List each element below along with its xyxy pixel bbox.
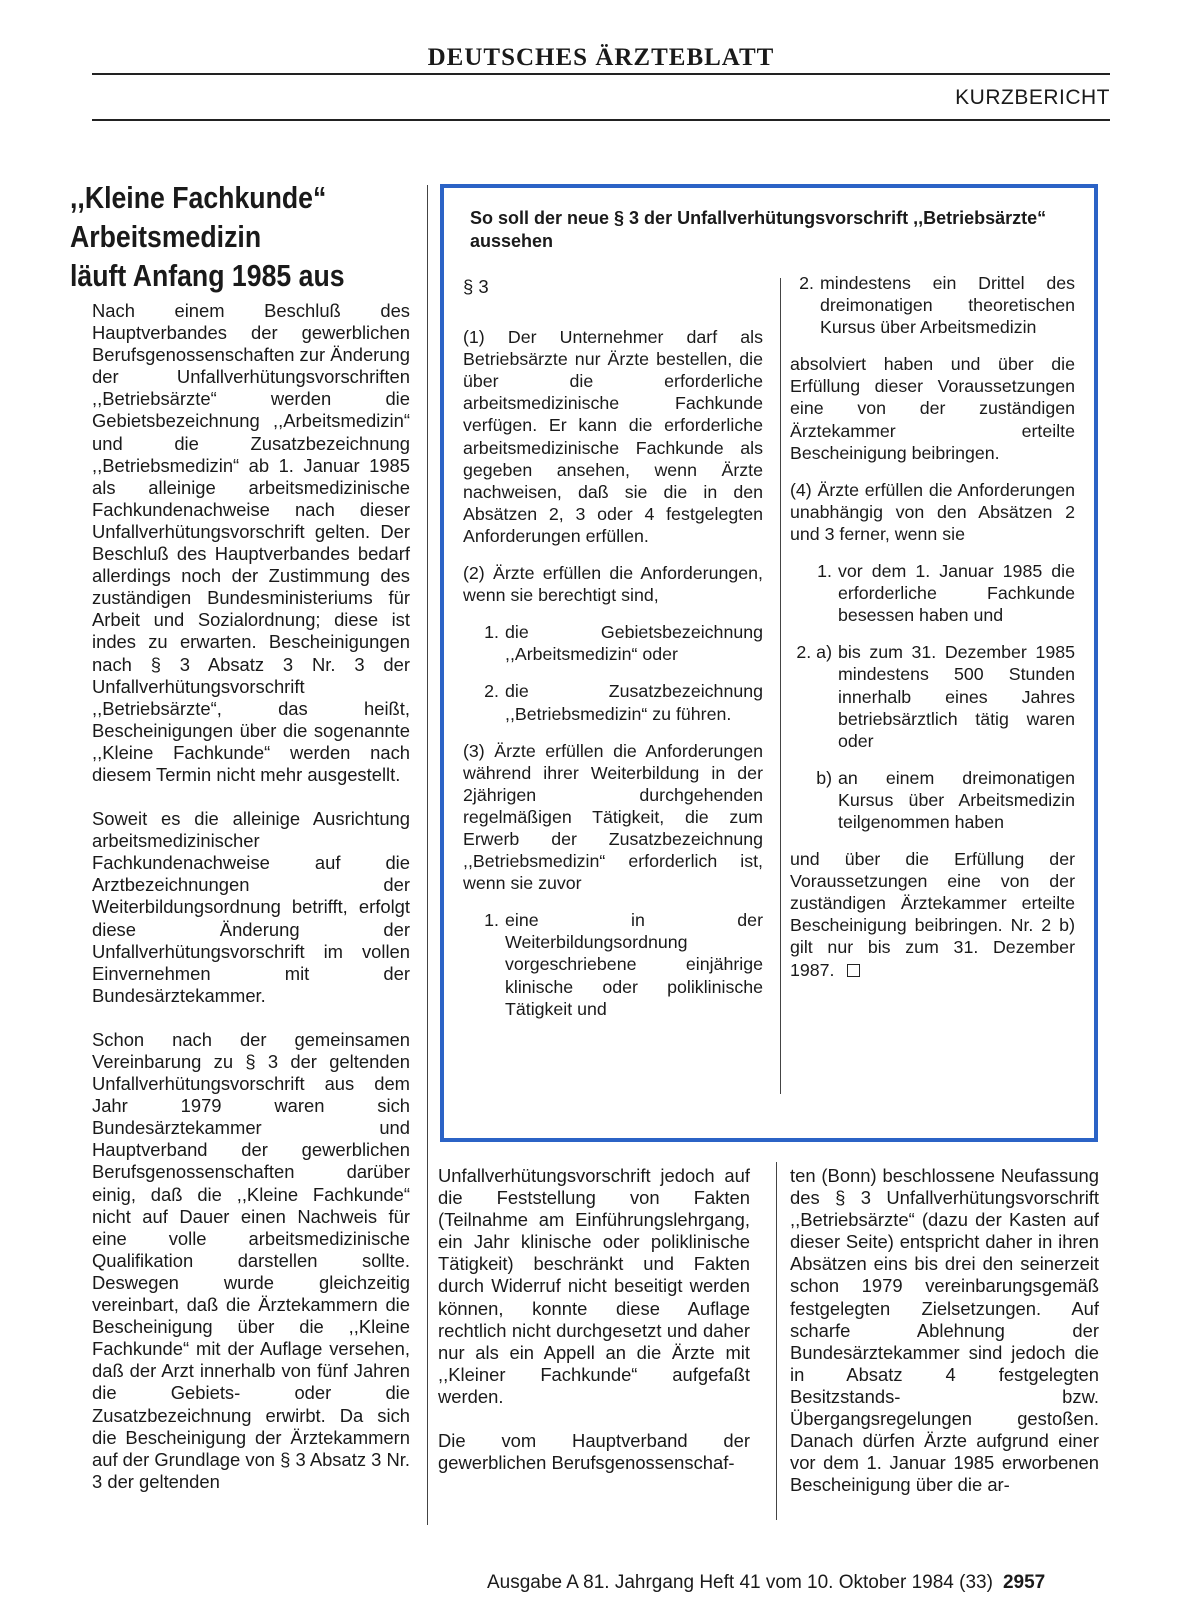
list-item: 1. vor dem 1. Januar 1985 die erforderliche Fachkunde besessen haben und	[817, 561, 1075, 626]
right-column	[790, 1165, 1099, 1518]
section-label: KURZBERICHT	[955, 86, 1110, 109]
headline-line-1: ,,Kleine Fachkunde“	[70, 180, 327, 215]
list-item: 1. die Gebietsbezeichnung ,,Arbeitsmedizin“ oder	[484, 622, 763, 665]
body-paragraph: ten (Bonn) beschlossene Neufassung des § 3 Unfallverhütungsvorschrift ,,Betriebsärzte“ (dazu der Kasten auf dieser Seite) entspricht daher in ihren Absätzen eins bis drei den seinerzeit schon 1979 vereinbarungsgemäß festgelegten Zielsetzungen. Auf scharfe Ablehnung der Bundesärztekammer sind jedoch die in Absatz 4 festgelegten Besitzstands- bzw. Übergangsregelungen gestoßen. Danach dürfen Ärzte aufgrund einer vor dem 1. Januar 1985 erworbenen Bescheinigung über die ar-	[790, 1165, 1099, 1496]
article-headline	[70, 178, 371, 295]
list-item: 2. a) bis zum 31. Dezember 1985 mindestens 500 Stunden innerhalb eines Jahres betriebsärztlich tätig waren oder	[796, 642, 1075, 751]
list-item: 2. mindestens ein Drittel des dreimonatigen theoretischen Kursus über Arbeitsmedizin	[799, 273, 1075, 338]
info-box-right-column	[790, 272, 1075, 981]
masthead: DEUTSCHES ÄRZTEBLATT	[427, 44, 775, 71]
header-rule-top	[92, 73, 1110, 75]
paragraph-abs4-end: und über die Erfüllung der Voraussetzungen eine von der zuständigen Ärztekammer erteilte Bescheinigung beibringen. Nr. 2 b) gilt nur bis zum 31. Dezember 1987.	[790, 849, 1075, 980]
body-paragraph: Unfallverhütungsvorschrift jedoch auf die Feststellung von Fakten (Teilnahme am Einführungslehrgang, ein Jahr klinische oder poliklinische Tätigkeit) beschränkt und Fakten durch Widerruf nicht beseitigt werden können, konnte diese Auflage rechtlich nicht durchgesetzt und daher nur als ein Appell an die Ärzte mit ,,Kleiner Fachkunde“ aufgefaßt werden.	[438, 1165, 750, 1407]
paragraph-abs4: (4) Ärzte erfüllen die Anforderungen unabhängig von den Absätzen 2 und 3 ferner, wenn sie	[790, 479, 1075, 544]
info-box-divider	[780, 278, 781, 1094]
list-item: b) an einem dreimonatigen Kursus über Arbeitsmedizin teilgenommen haben	[816, 767, 1075, 832]
info-box-left-column	[463, 276, 763, 1035]
body-paragraph: Soweit es die alleinige Ausrichtung arbeitsmedizinischer Fachkundenachweise auf die Arztbezeichnungen der Weiterbildungsordnung betrifft, erfolgt diese Änderung der Unfallverhütungsvorschrift im vollen Einvernehmen mit der Bundesärztekammer.	[92, 808, 410, 1006]
page-number: 2957	[1002, 1572, 1046, 1593]
middle-column	[438, 1165, 750, 1496]
list-item: 2. die Zusatzbezeichnung ,,Betriebsmedizin“ zu führen.	[484, 681, 763, 724]
headline-line-3: läuft Anfang 1985 aus	[70, 258, 345, 293]
header-rule-bottom	[92, 119, 1110, 121]
list-item: 1. eine in der Weiterbildungsordnung vorgeschriebene einjährige klinische oder poliklinische Tätigkeit und	[484, 910, 763, 1019]
headline-line-2: Arbeitsmedizin	[70, 219, 262, 254]
column-divider-bottom	[776, 1162, 777, 1520]
page-footer	[487, 1572, 1045, 1594]
paragraph-abs3: (3) Ärzte erfüllen die Anforderungen während ihrer Weiterbildung in der 2jährigen durchgehenden regelmäßigen Tätigkeit, die zum Erwerb der Zusatzbezeichnung ,,Betriebsmedizin“ erforderlich ist, wenn sie zuvor	[463, 740, 763, 894]
paragraph-abs1: (1) Der Unternehmer darf als Betriebsärzte nur Ärzte bestellen, die über die erforderliche arbeitsmedizinische Fachkunde verfügen. Er kann die erforderliche arbeitsmedizinische Fachkunde als gegeben ansehen, wenn Ärzte nachweisen, daß sie die in den Absätzen 2, 3 oder 4 festgelegten Anforderungen erfüllen.	[463, 327, 763, 546]
left-column	[92, 300, 410, 1515]
end-mark-icon	[847, 964, 860, 977]
paragraph-abs2: (2) Ärzte erfüllen die Anforderungen, wenn sie berechtigt sind,	[463, 563, 763, 606]
issue-info: Ausgabe A 81. Jahrgang Heft 41 vom 10. Oktober 1984 (33)	[487, 1572, 993, 1593]
body-paragraph: Nach einem Beschluß des Hauptverbandes der gewerblichen Berufsgenossenschaften zur Änderung der Unfallverhütungsvorschriften ,,Betriebsärzte“ werden die Gebietsbezeichnung ,,Arbeitsmedizin“ und die Zusatzbezeichnung ,,Betriebsmedizin“ ab 1. Januar 1985 als alleinige arbeitsmedizinische Fachkundenachweise nach dieser Unfallverhütungsvorschrift gelten. Der Beschluß des Hauptverbandes bedarf allerdings noch der Zustimmung des zuständigen Bundesministeriums für Arbeit und Sozialordnung; diese ist indes zu erwarten. Bescheinigungen nach § 3 Absatz 3 Nr. 3 der Unfallverhütungsvorschrift ,,Betriebsärzte“, das heißt, Bescheinigungen über die sogenannte ,,Kleine Fachkunde“ werden nach diesem Termin nicht mehr ausgestellt.	[92, 300, 410, 785]
paragraph-abs3-end: absolviert haben und über die Erfüllung dieser Voraussetzungen eine von der zuständigen Ärztekammer erteilte Bescheinigung beibringen.	[790, 354, 1075, 463]
column-divider	[427, 185, 428, 1525]
body-paragraph: Schon nach der gemeinsamen Vereinbarung zu § 3 der geltenden Unfallverhütungsvorschrift aus dem Jahr 1979 waren sich Bundesärztekammer und Hauptverband der gewerblichen Berufsgenossenschaften darüber einig, daß die ,,Kleine Fachkunde“ nicht auf Dauer einen Nachweis für eine volle arbeitsmedizinische Qualifikation darstellen sollte. Deswegen wurde gleichzeitig vereinbart, daß die Ärztekammern die Bescheinigung über die ,,Kleine Fachkunde“ mit der Auflage versehen, daß der Arzt innerhalb von fünf Jahren die Gebiets- oder die Zusatzbezeichnung erwirbt. Da sich die Bescheinigung der Ärztekammern auf der Grundlage von § 3 Absatz 3 Nr. 3 der geltenden	[92, 1028, 410, 1492]
info-box-title: So soll der neue § 3 der Unfallverhütungsvorschrift ,,Betriebsärzte“ aussehen	[470, 208, 1047, 251]
section-symbol: § 3	[463, 276, 489, 297]
body-paragraph: Die vom Hauptverband der gewerblichen Berufsgenossenschaf-	[438, 1430, 750, 1474]
